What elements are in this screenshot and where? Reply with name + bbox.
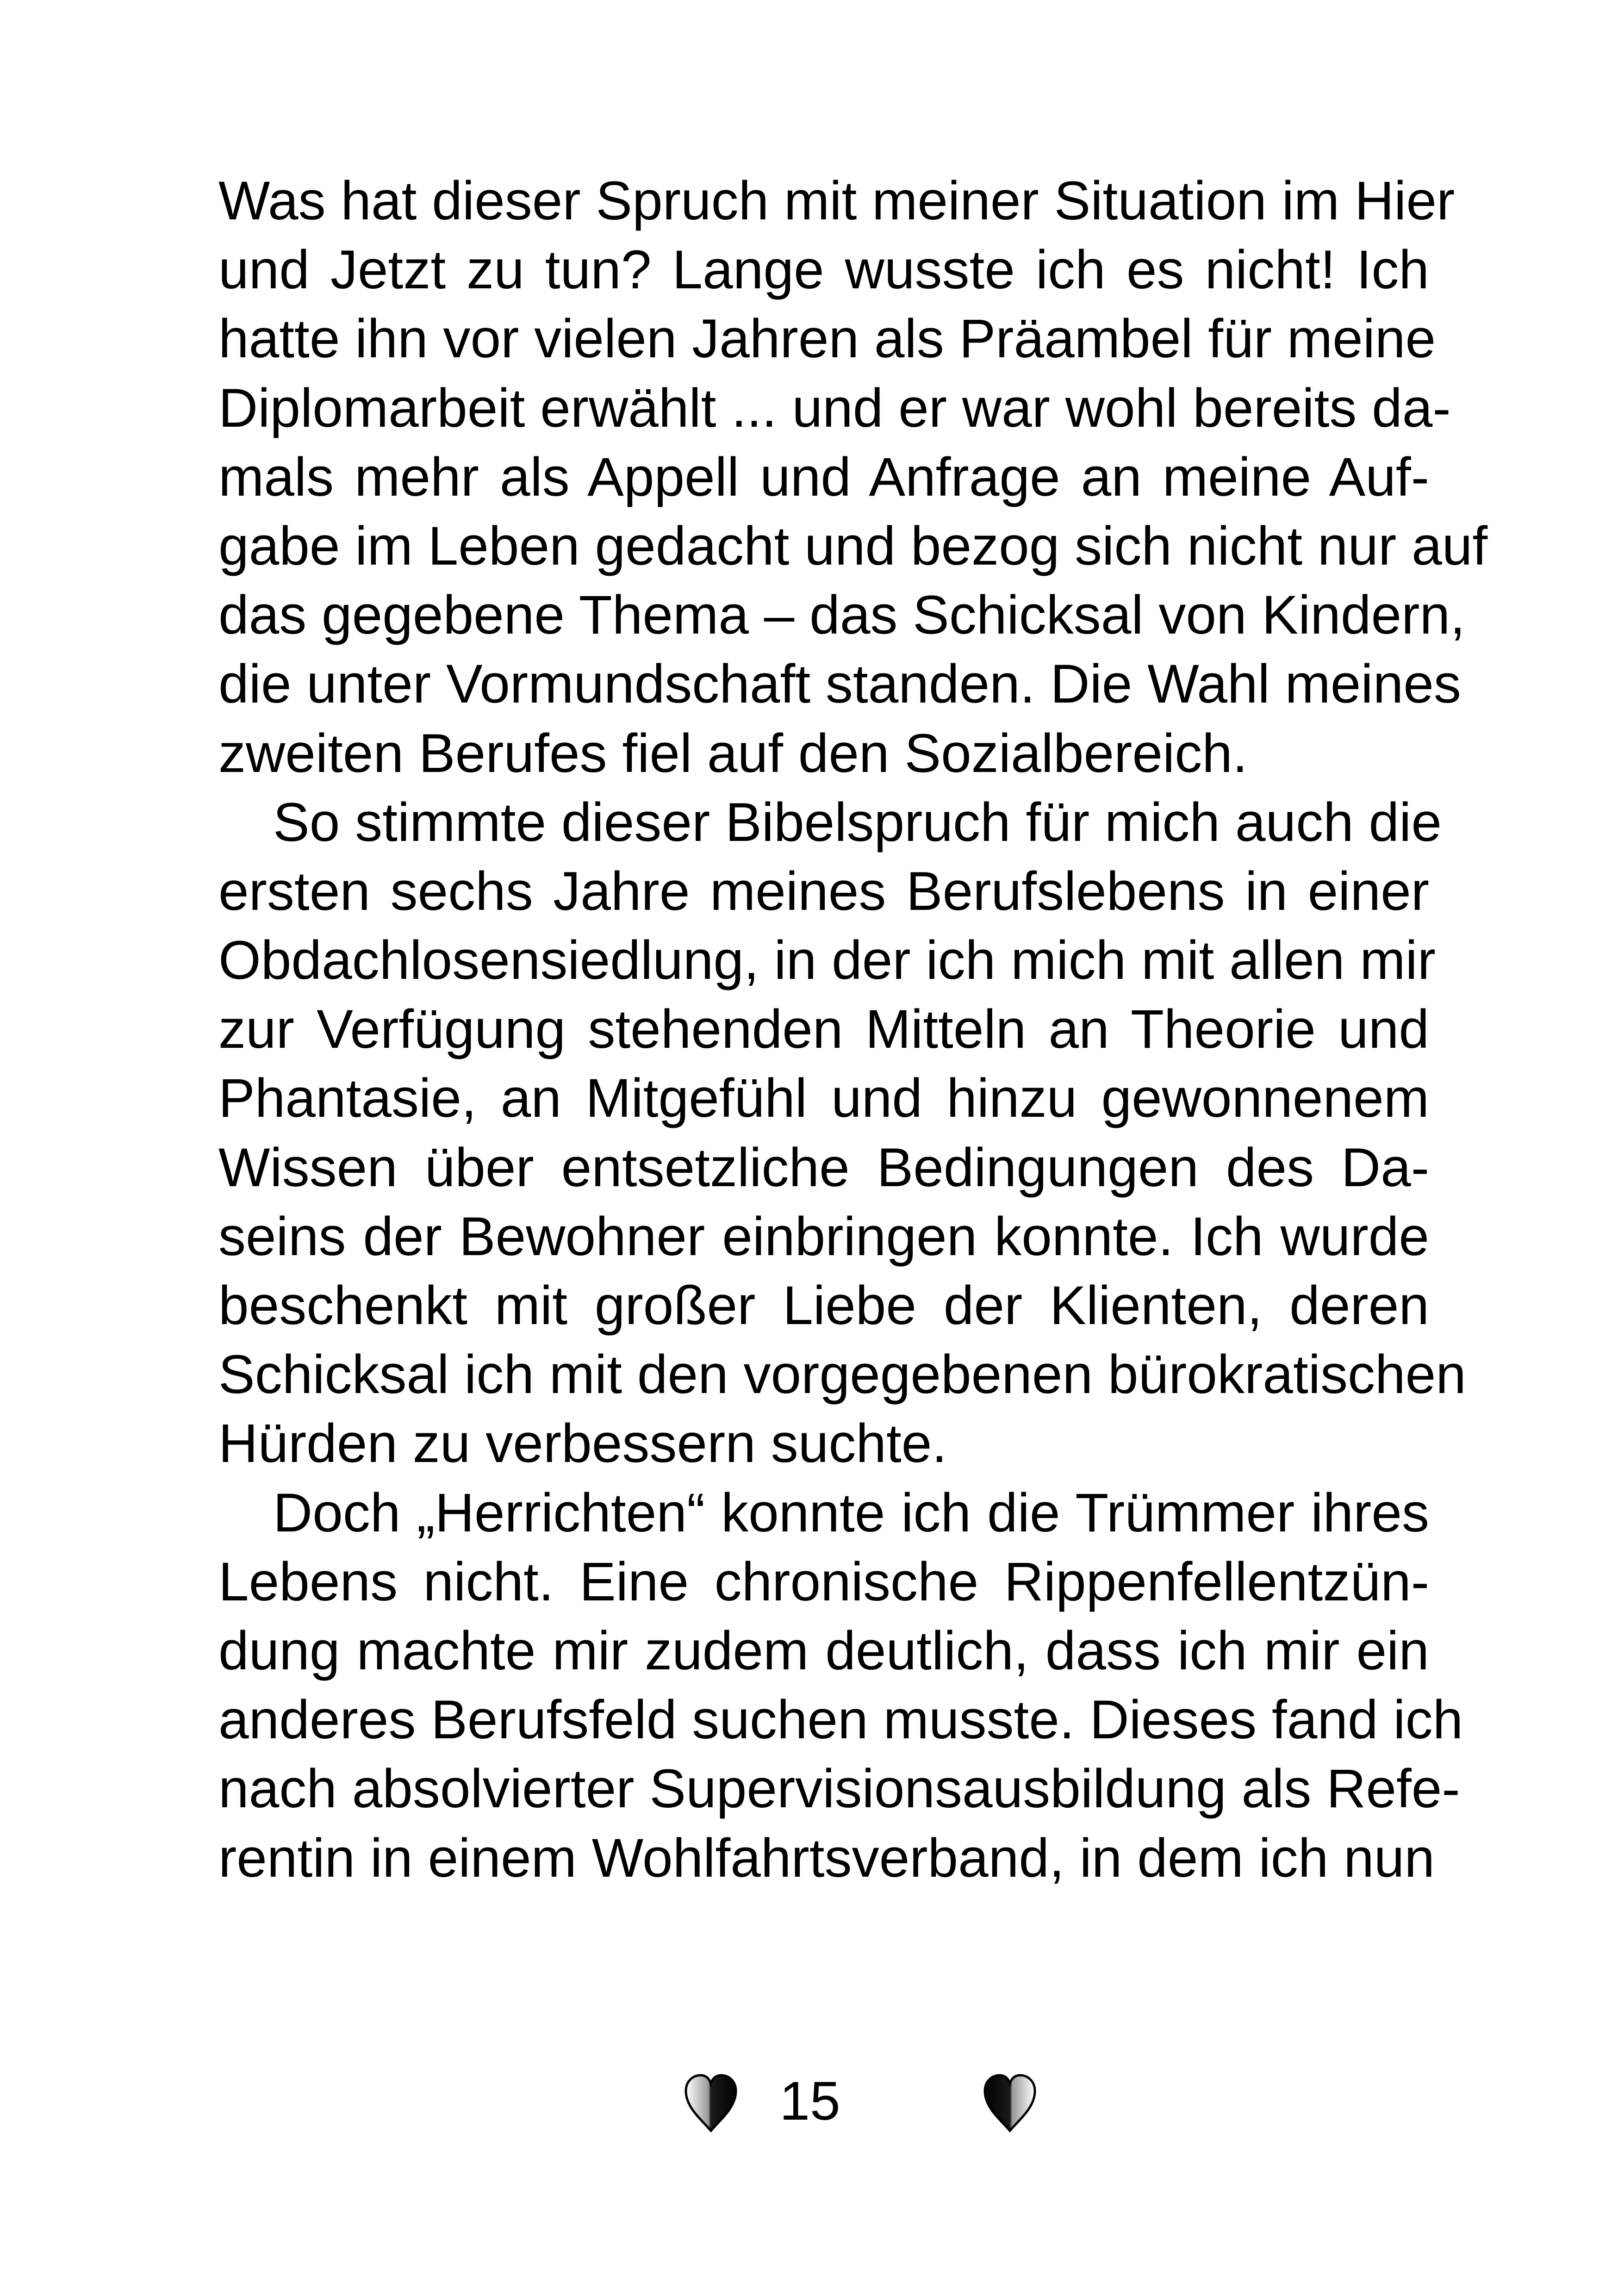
text-line: Hürden zu verbessern suchte. bbox=[218, 1413, 947, 1475]
text-line: Doch „Herrichten“ konnte ich die Trümmer ihres bbox=[273, 1482, 1429, 1543]
text-line: So stimmte dieser Bibelspruch für mich auch die bbox=[273, 791, 1442, 853]
text-line: nach absolvierter Supervisionsausbildung als Refe- bbox=[218, 1758, 1460, 1820]
text-line: das gegebene Thema – das Schicksal von Kindern, bbox=[218, 585, 1465, 646]
text-line: ersten sechs Jahre meines Berufslebens in einer bbox=[218, 860, 1429, 922]
text-line: dung machte mir zudem deutlich, dass ich mir ein bbox=[218, 1620, 1429, 1681]
text-line: beschenkt mit großer Liebe der Klienten, deren bbox=[218, 1275, 1429, 1336]
body-text bbox=[218, 167, 1488, 1893]
text-line: hatte ihn vor vielen Jahren als Präambel für meine bbox=[218, 308, 1436, 370]
text-line: anderes Berufsfeld suchen musste. Dieses fand ich bbox=[218, 1689, 1463, 1751]
text-line: und Jetzt zu tun? Lange wusste ich es nicht! Ich bbox=[218, 239, 1429, 301]
text-line: seins der Bewohner einbringen konnte. Ich wurde bbox=[218, 1206, 1429, 1267]
text-line: Wissen über entsetzliche Bedingungen des Da- bbox=[218, 1137, 1429, 1198]
text-line: zweiten Berufes fiel auf den Sozialbereich. bbox=[218, 722, 1248, 784]
text-line: Obdachlosensiedlung, in der ich mich mit allen mir bbox=[218, 930, 1436, 991]
text-line: mals mehr als Appell und Anfrage an meine Auf- bbox=[218, 446, 1429, 508]
text-line: Lebens nicht. Eine chronische Rippenfellentzün- bbox=[218, 1551, 1429, 1612]
text-line: Schicksal ich mit den vorgegebenen bürokratischen bbox=[218, 1344, 1466, 1406]
page-footer bbox=[0, 2065, 1618, 2139]
text-line: zur Verfügung stehenden Mitteln an Theorie und bbox=[218, 999, 1429, 1060]
text-line: Diplomarbeit erwählt ... und er war wohl bereits da- bbox=[218, 377, 1451, 439]
text-line: Phantasie, an Mitgefühl und hinzu gewonnenem bbox=[218, 1068, 1429, 1129]
heart-icon bbox=[683, 2073, 739, 2133]
text-line: gabe im Leben gedacht und bezog sich nicht nur auf bbox=[218, 515, 1488, 577]
text-line: Was hat dieser Spruch mit meiner Situation im Hier bbox=[218, 170, 1455, 231]
text-line: die unter Vormundschaft standen. Die Wahl meines bbox=[218, 653, 1461, 715]
heart-icon bbox=[982, 2073, 1038, 2133]
page-number: 15 bbox=[779, 2071, 840, 2132]
text-line: rentin in einem Wohlfahrtsverband, in dem ich nun bbox=[218, 1827, 1435, 1889]
